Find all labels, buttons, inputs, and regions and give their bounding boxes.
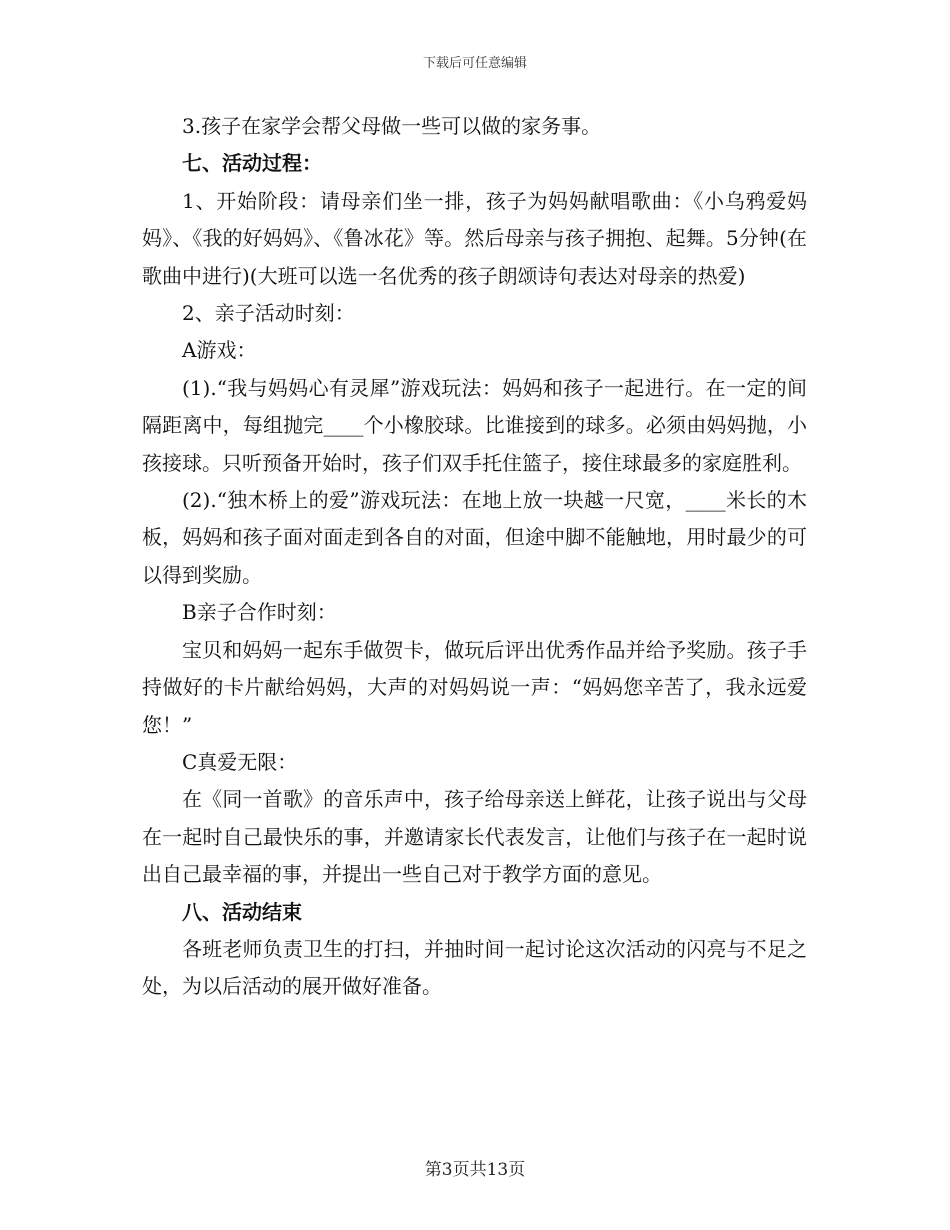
paragraph-game-2: (2).“独木桥上的爱”游戏玩法：在地上放一块越一尺宽，____米长的木板，妈妈和孩子面对面走到各自的对面，但途中脚不能触地，用时最少的可以得到奖励。: [142, 488, 807, 587]
subheading-true-love: C真爱无限：: [182, 749, 298, 774]
paragraph-cleanup: 各班老师负责卫生的打扫，并抽时间一起讨论这次活动的闪亮与不足之处，为以后活动的展开做好准备。: [142, 936, 807, 999]
paragraph-flowers: 在《同一首歌》的音乐声中，孩子给母亲送上鲜花，让孩子说出与父母在一起时自己最快乐的事，并邀请家长代表发言，让他们与孩子在一起时说出自己最幸福的事，并提出一些自己对于教学方面的意见。: [142, 787, 807, 887]
list-item-housework: 3.孩子在家学会帮父母做一些可以做的家务事。: [182, 114, 602, 138]
section-heading-process: 七、活动过程：: [182, 151, 322, 176]
subheading-game: A游戏：: [182, 338, 257, 363]
paragraph-card-making: 宝贝和妈妈一起东手做贺卡，做玩后评出优秀作品并给予奖励。孩子手持做好的卡片献给妈妈，大声的对妈妈说一声：“妈妈您辛苦了，我永远爱您！”: [142, 637, 807, 737]
paragraph-parent-child-time: 2、亲子活动时刻：: [182, 301, 355, 326]
subheading-cooperation: B亲子合作时刻：: [182, 600, 337, 625]
page-header: 下载后可任意编辑: [422, 56, 527, 71]
page-footer: 第3页共13页: [424, 1160, 526, 1180]
paragraph-start-stage: 1、开始阶段：请母亲们坐一排，孩子为妈妈献唱歌曲：《小乌鸦爱妈妈》、《我的好妈妈》、《鲁冰花》等。然后母亲与孩子拥抱、起舞。5分钟(在歌曲中进行)(大班可以选一名优秀的孩子朗颂诗句表达对母亲的热爱): [142, 188, 807, 288]
document-body: [142, 108, 807, 1006]
paragraph-game-1: (1).“我与妈妈心有灵犀”游戏玩法：妈妈和孩子一起进行。在一定的间隔距离中，每组抛完____个小橡胶球。比谁接到的球多。必须由妈妈抛，小孩接球。只听预备开始时，孩子们双手托住篮子，接住球最多的家庭胜利。: [142, 375, 807, 475]
section-heading-end: 八、活动结束: [182, 899, 302, 924]
